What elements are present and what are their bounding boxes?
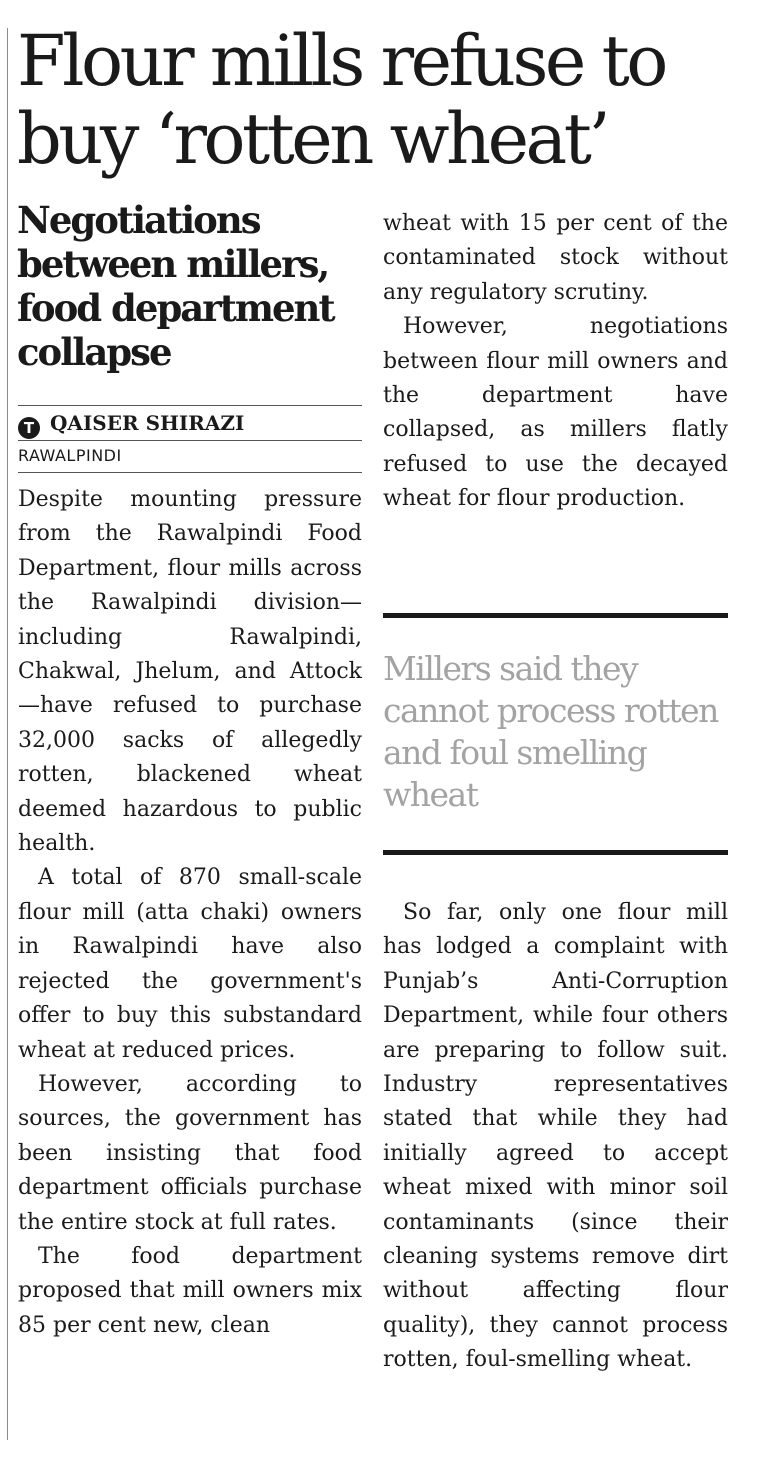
article-column-1 xyxy=(18,483,362,1343)
byline-middle-rule xyxy=(18,440,362,441)
byline-bottom-rule xyxy=(18,472,362,473)
paragraph: A total of 870 small-scale flour mill (atta chaki) owners in Rawalpindi have also rejected the government's offer to buy this substandard wheat at reduced prices. xyxy=(18,865,362,1063)
paragraph: The food department proposed that mill owners mix 85 per cent new, clean xyxy=(18,1243,362,1338)
byline-top-rule xyxy=(18,405,362,406)
article-column-2-top xyxy=(383,207,728,517)
author-name: QAISER SHIRAZI xyxy=(50,411,245,435)
pullquote-bottom-bar xyxy=(383,850,728,855)
article-column-2-bottom xyxy=(383,896,728,1378)
left-margin-rule xyxy=(7,28,8,1440)
publication-logo-icon: T xyxy=(18,417,40,439)
headline: Flour mills refuse to buy ‘rotten wheat’ xyxy=(17,20,665,180)
pullquote-top-bar xyxy=(383,613,728,618)
paragraph: wheat with 15 per cent of the contaminated stock without any regulatory scrutiny. xyxy=(383,211,728,305)
paragraph: Despite mounting pressure from the Rawalpindi Food Department, flour mills across the Rawalpindi division—including Rawalpindi, Chakwal, Jhelum, and Attock—have refused to purchase 32,000 sacks of allegedly rotten, blackened wheat deemed hazardous to public health. xyxy=(18,487,362,857)
paragraph: However, negotiations between flour mill owners and the department have collapsed, as millers flatly refused to use the decayed wheat for flour production. xyxy=(383,314,728,512)
byline xyxy=(18,408,363,438)
subheadline: Negotiations between millers, food department collapse xyxy=(17,198,334,374)
dateline: RAWALPINDI xyxy=(18,446,122,465)
paragraph: So far, only one flour mill has lodged a complaint with Punjab’s Anti-Corruption Department, while four others are preparing to follow suit. Industry representatives stated that while they had initially agreed to accept wheat mixed with minor soil contaminants (since their cleaning systems remove dirt without affecting flour quality), they cannot process rotten, foul-smelling wheat. xyxy=(383,900,728,1373)
pullquote: Millers said they cannot process rotten and foul smelling wheat xyxy=(383,649,718,814)
paragraph: However, according to sources, the government has been insisting that food department officials purchase the entire stock at full rates. xyxy=(18,1071,362,1235)
